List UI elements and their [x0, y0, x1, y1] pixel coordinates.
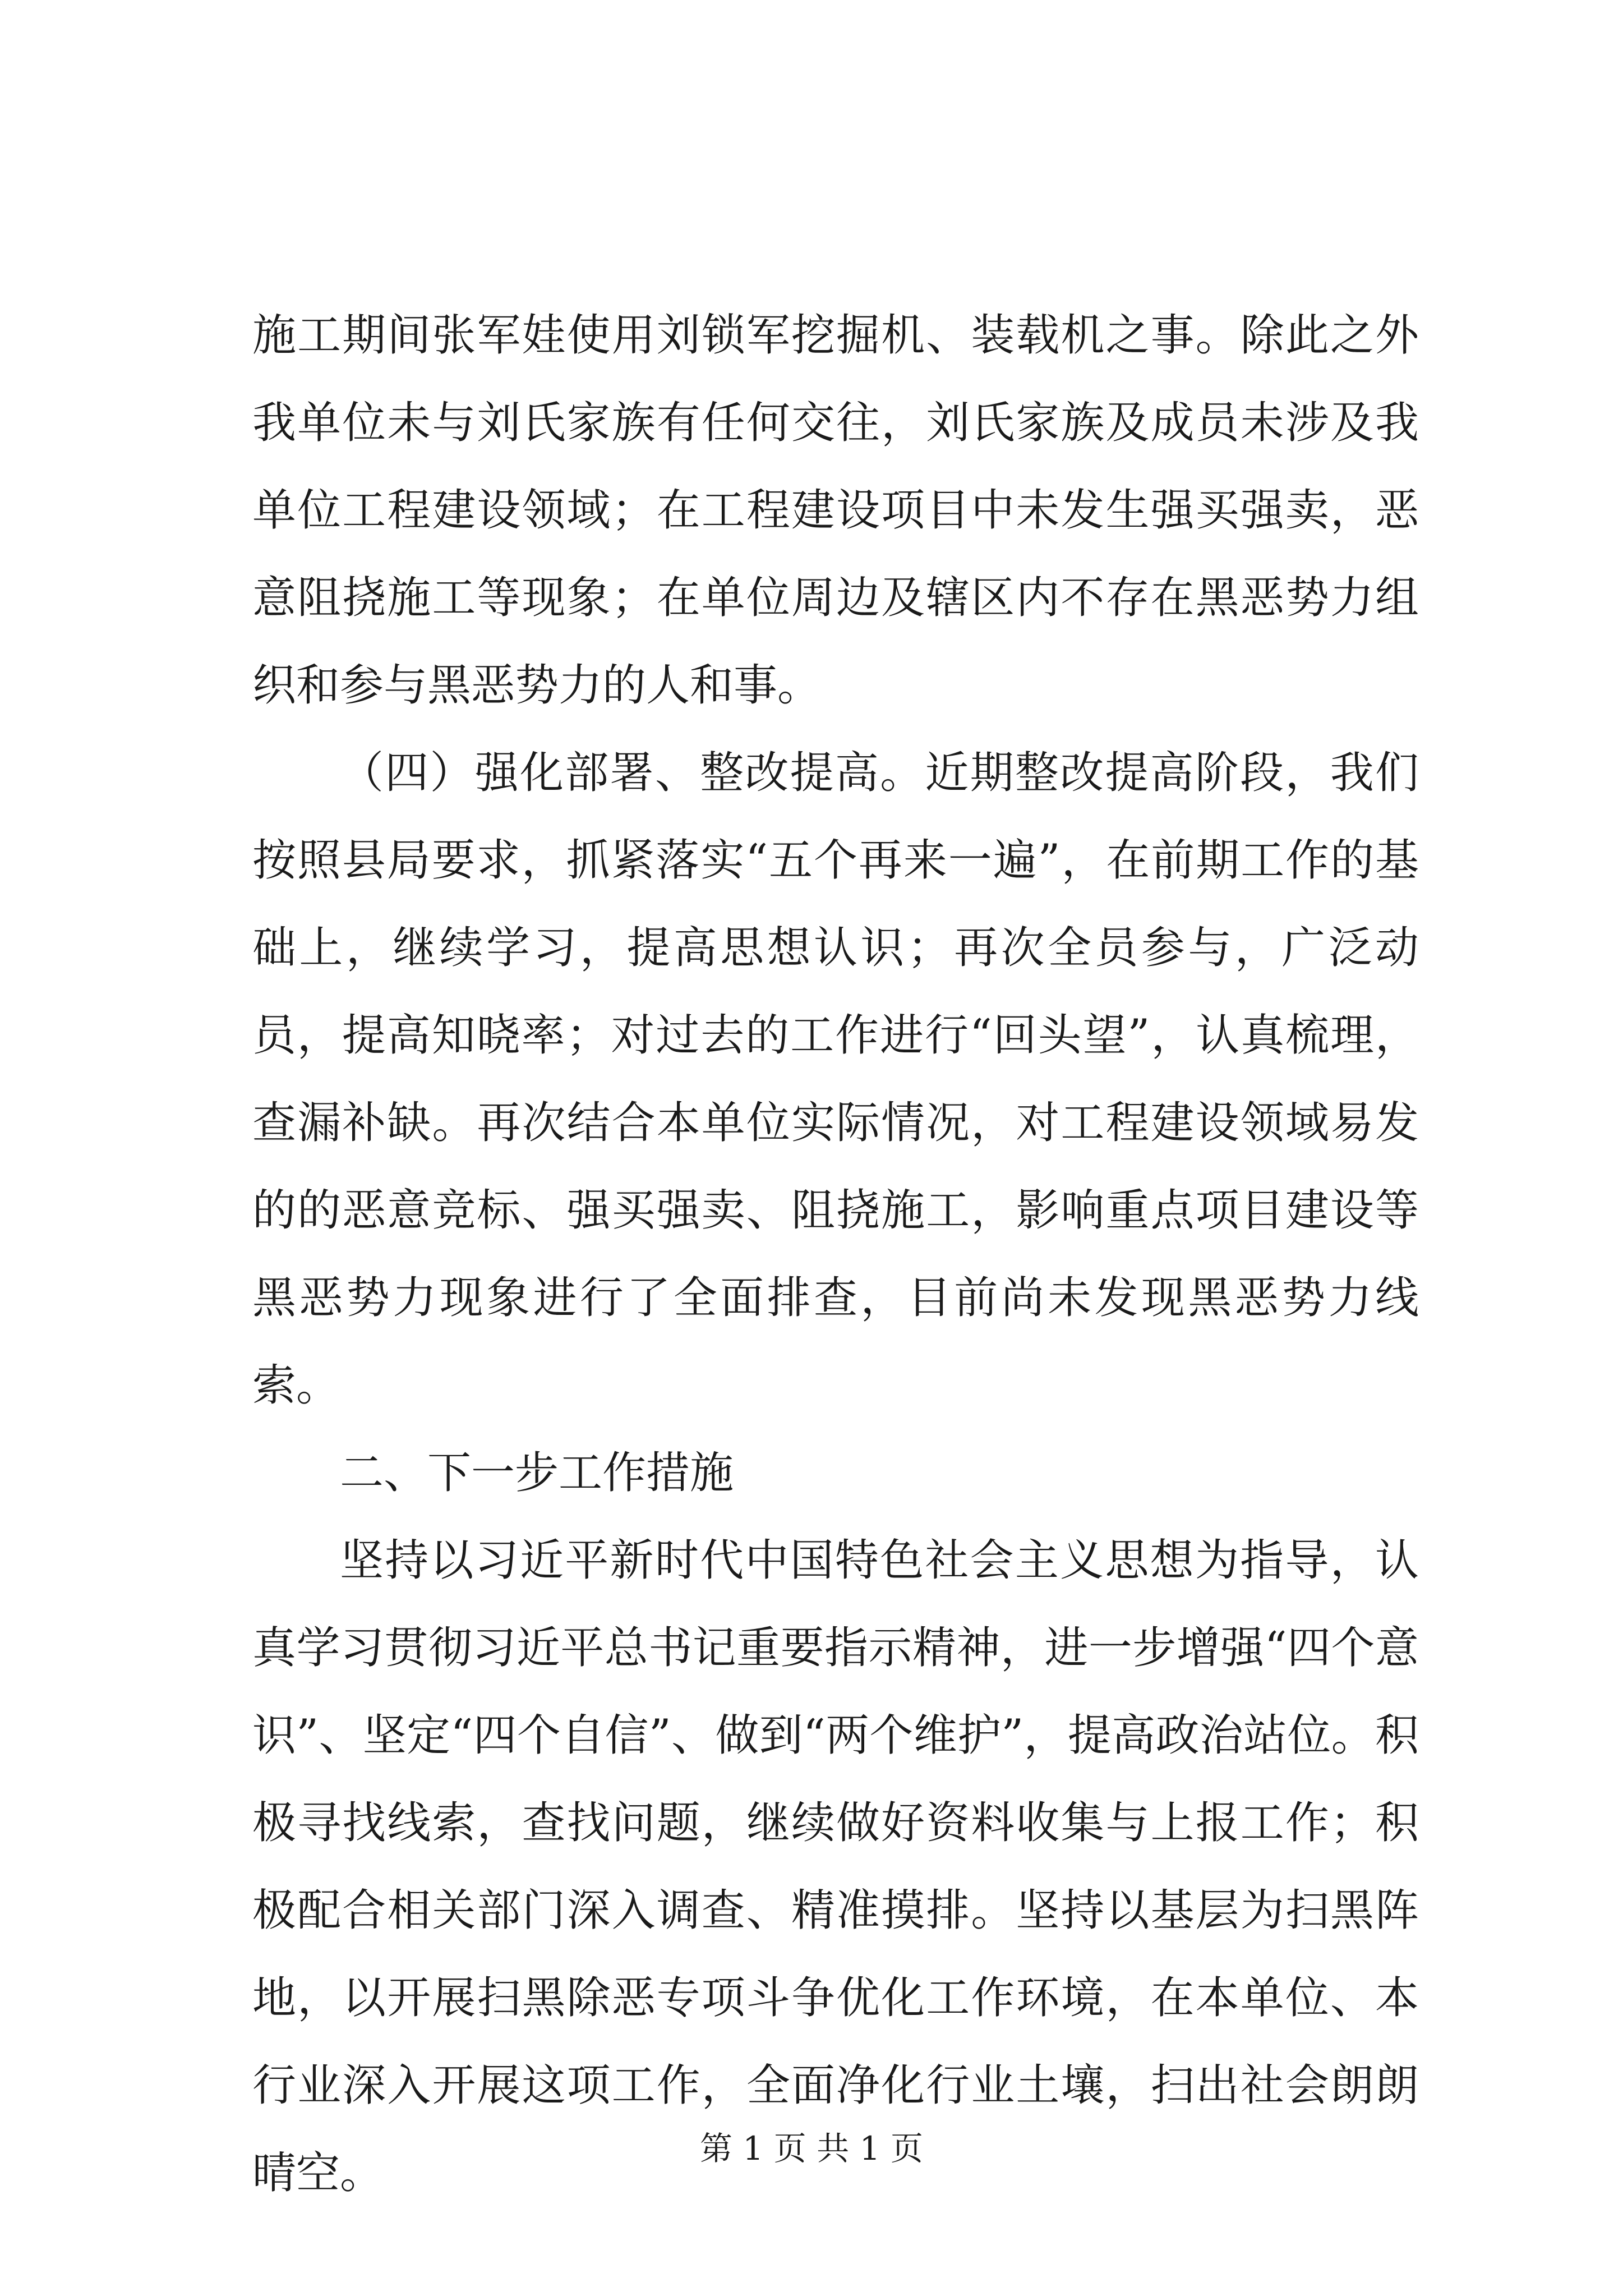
paragraph-section-four: （四）强化部署、整改提高。近期整改提高阶段，我们按照县局要求，抓紧落实“五个再来一遍”，在前期工作的基础上，继续学习，提高思想认识；再次全员参与，广泛动员，提高知晓率；对过去的工作进行“回头望”，认真梳理，查漏补缺。再次结合本单位实际情况，对工程建设领域易发的的恶意竞标、强买强卖、阻挠施工，影响重点项目建设等黑恶势力现象进行了全面排查，目前尚未发现黑恶势力线索。 — [252, 748, 1419, 1411]
paragraph-continuation: 施工期间张军娃使用刘锁军挖掘机、装载机之事。除此之外我单位未与刘氏家族有任何交往，刘氏家族及成员未涉及我单位工程建设领域；在工程建设项目中未发生强买强卖，恶意阻挠施工等现象；在单位周边及辖区内不存在黑恶势力组织和参与黑恶势力的人和事。 — [252, 310, 1419, 711]
paragraph-next-steps: 坚持以习近平新时代中国特色社会主义思想为指导，认真学习贯彻习近平总书记重要指示精神，进一步增强“四个意识”、坚定“四个自信”、做到“两个维护”，提高政治站位。积极寻找线索，查找问题，继续做好资料收集与上报工作；积极配合相关部门深入调查、精准摸排。坚持以基层为扫黑阵地，以开展扫黑除恶专项斗争优化工作环境，在本单位、本行业深入开展这项工作，全面净化行业土壤，扫出社会朗朗晴空。 — [252, 1535, 1419, 2198]
page-number-footer: 第 1 页 共 1 页 — [700, 2129, 923, 2168]
section-heading-next-steps: 二、下一步工作措施 — [340, 1448, 734, 1498]
document-body — [252, 292, 1419, 2217]
